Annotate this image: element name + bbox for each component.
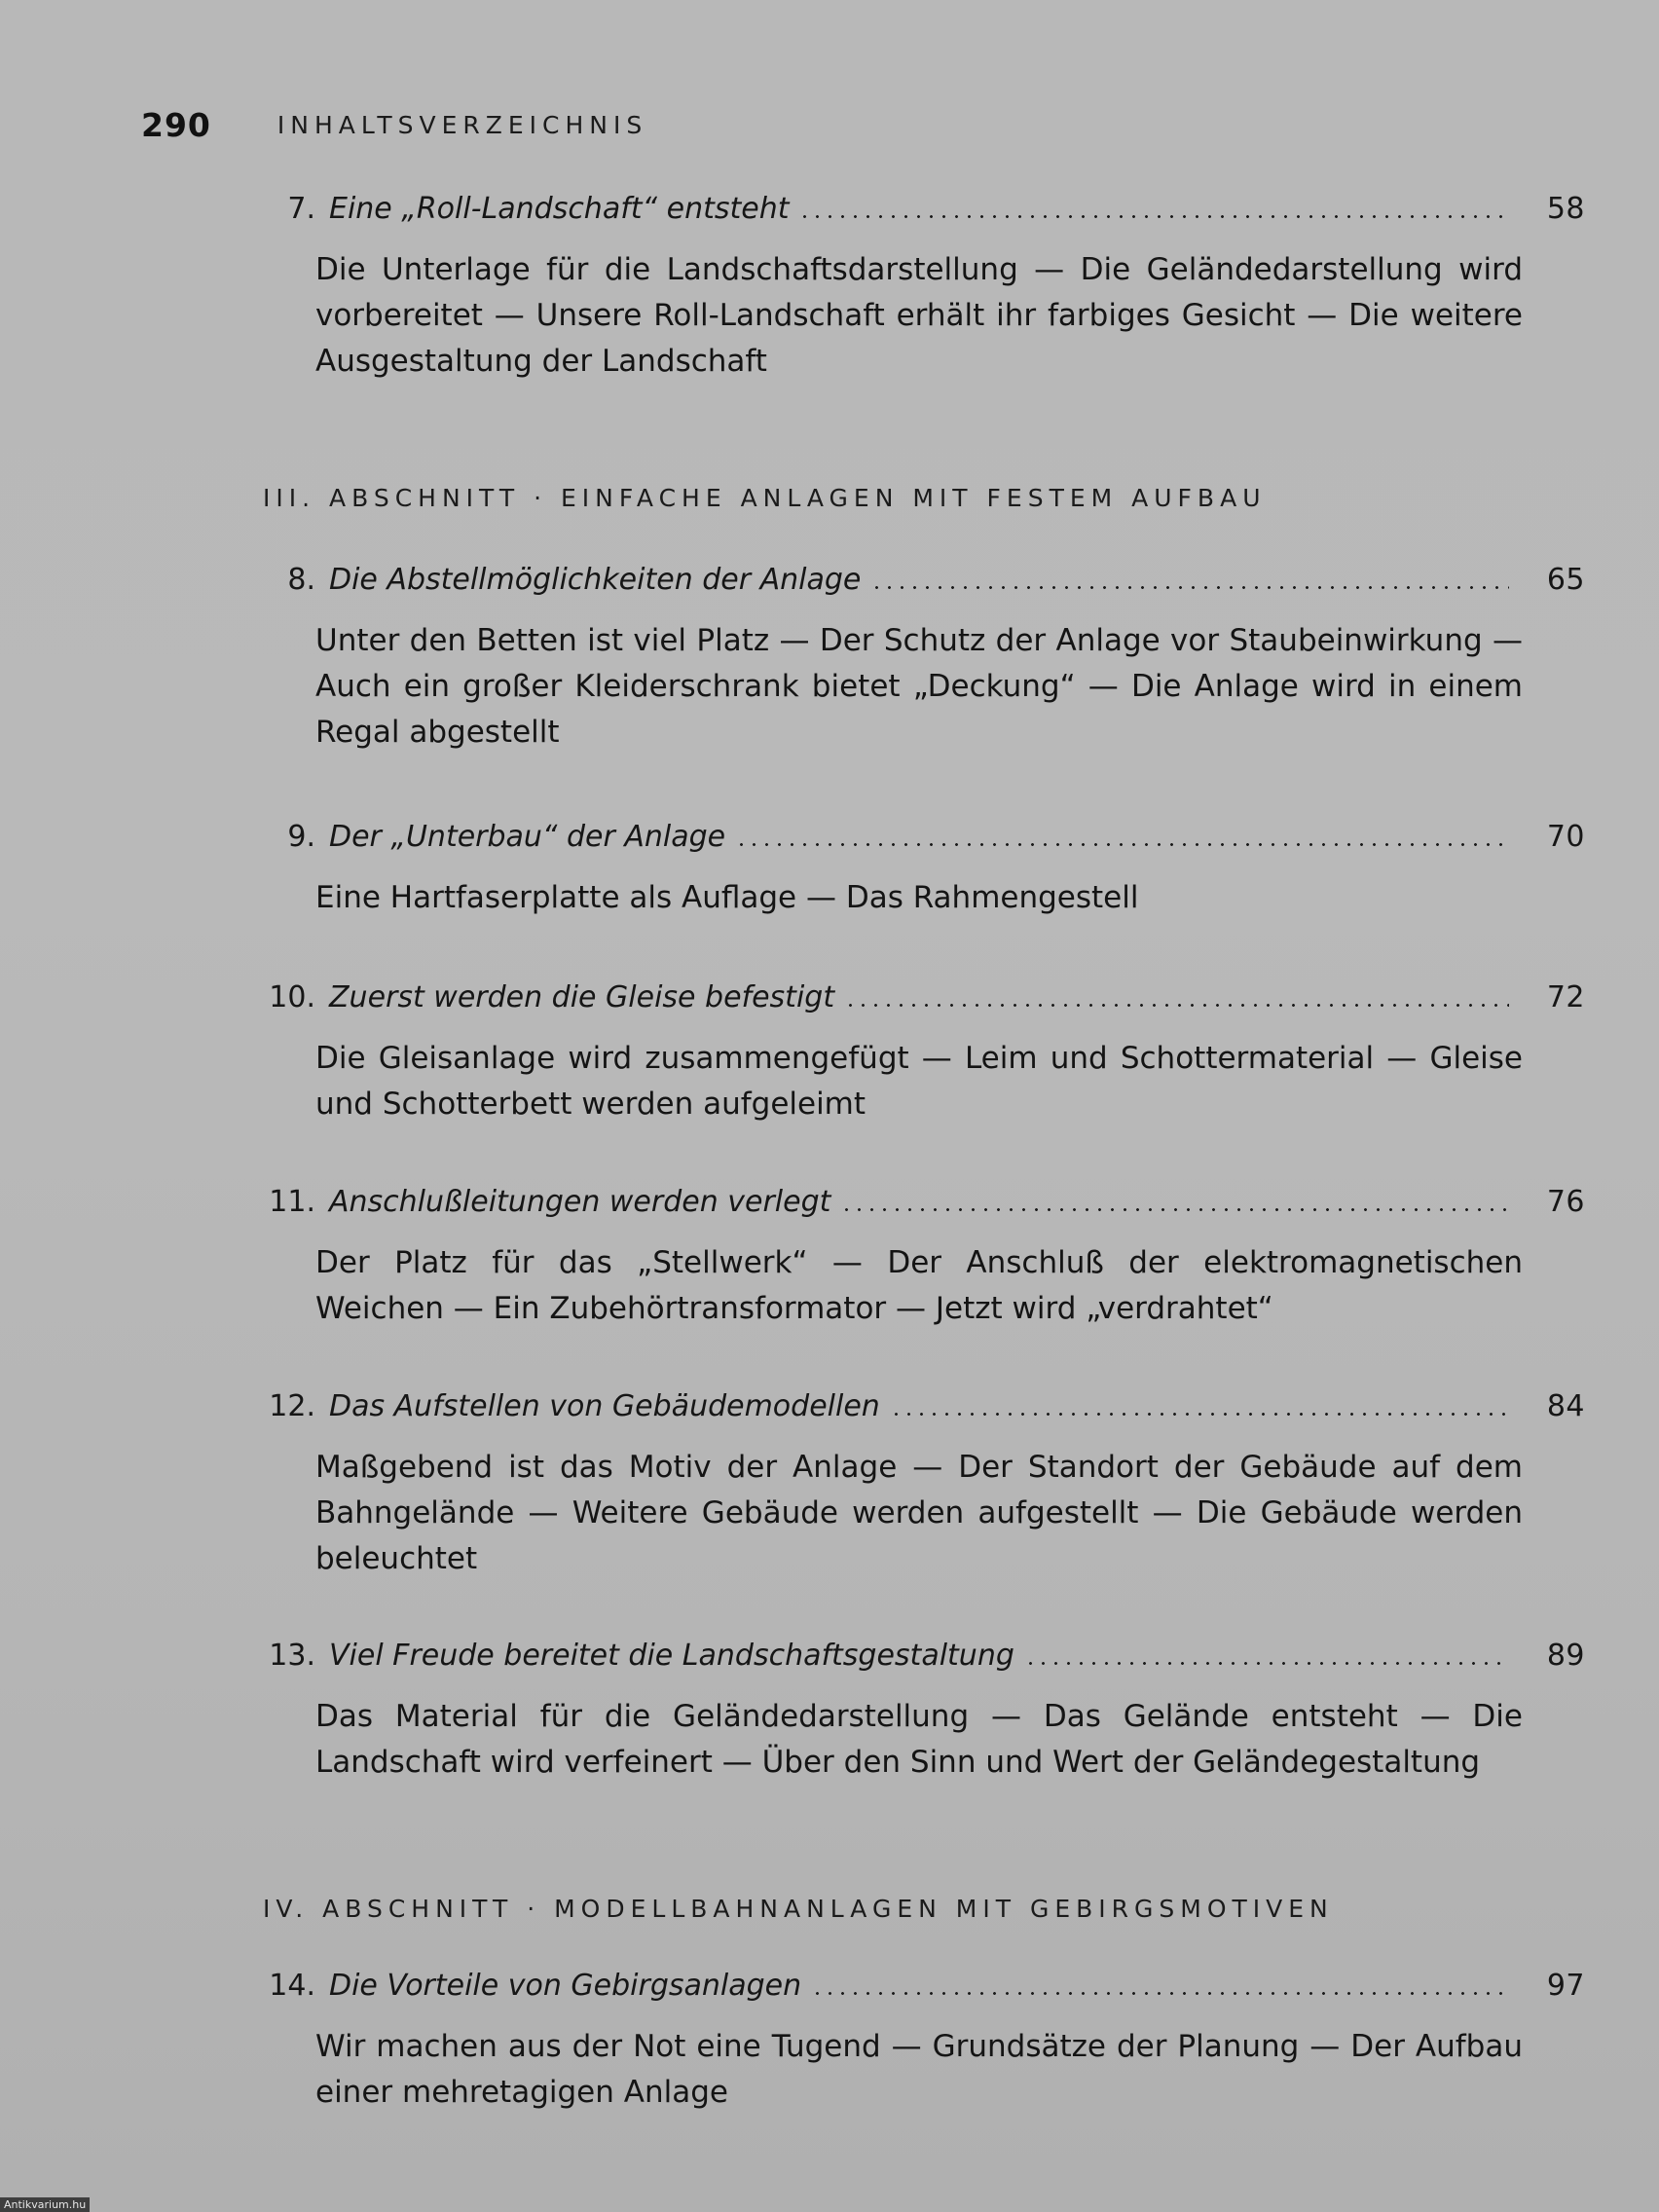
chapter-number: 10. <box>269 979 315 1014</box>
watermark-label: Antikvarium.hu <box>0 2197 90 2212</box>
toc-entry-line <box>255 1384 1585 1427</box>
toc-entry-line <box>255 815 1585 858</box>
toc-entry-14 <box>255 1964 1585 2116</box>
chapter-description: Eine Hartfaserplatte als Auflage — Das Rahmengestell <box>315 880 1139 915</box>
chapter-number: 9. <box>287 819 315 854</box>
toc-entry-line <box>255 1180 1585 1223</box>
page-reference: 97 <box>1546 1968 1585 2003</box>
chapter-description: Die Unterlage für die Landschaftsdarstellung — Die Geländedarstellung wird vorbereitet — Unsere Roll-Landschaft erhält ihr farbiges Gesicht — Die weitere Ausgestaltung der Landschaft <box>315 252 1523 379</box>
dot-leader <box>735 815 1509 858</box>
chapter-number: 11. <box>269 1184 315 1219</box>
page-reference: 89 <box>1546 1638 1585 1673</box>
chapter-title: Die Abstellmöglichkeiten der Anlage <box>329 562 862 597</box>
chapter-description: Maßgebend ist das Motiv der Anlage — Der Standort der Gebäude auf dem Bahngelände — Weitere Gebäude werden aufgestellt — Die Gebäude werden beleuchtet <box>315 1450 1523 1576</box>
chapter-description: Wir machen aus der Not eine Tugend — Grundsätze der Planung — Der Aufbau einer mehretagigen Anlage <box>315 2029 1523 2110</box>
dot-leader <box>811 1964 1509 2007</box>
toc-entry-13 <box>255 1634 1585 1786</box>
dot-leader <box>798 187 1509 230</box>
chapter-number: 12. <box>269 1388 315 1423</box>
dot-leader <box>890 1384 1509 1427</box>
page-reference: 72 <box>1546 979 1585 1014</box>
page-reference: 58 <box>1546 191 1585 226</box>
toc-entry-line <box>255 1964 1585 2007</box>
chapter-title: Der „Unterbau“ der Anlage <box>329 819 726 854</box>
toc-entry-line <box>255 1634 1585 1677</box>
chapter-description: Das Material für die Geländedarstellung — Das Gelände entsteht — Die Landschaft wird verfeinert — Über den Sinn und Wert der Geländegestaltung <box>315 1699 1523 1780</box>
chapter-title: Die Vorteile von Gebirgsanlagen <box>329 1968 802 2003</box>
dot-leader <box>870 558 1509 601</box>
chapter-number: 13. <box>269 1638 315 1673</box>
page-reference: 76 <box>1546 1184 1585 1219</box>
chapter-title: Eine „Roll-Landschaft“ entsteht <box>329 191 790 226</box>
toc-entry-line <box>255 187 1585 230</box>
toc-entry-9 <box>255 815 1585 921</box>
page-reference: 84 <box>1546 1388 1585 1423</box>
page-header <box>141 105 647 144</box>
section-heading-iii: III. ABSCHNITT · EINFACHE ANLAGEN MIT FESTEM AUFBAU <box>263 484 1267 512</box>
dot-leader <box>844 976 1509 1018</box>
toc-entry-11 <box>255 1180 1585 1332</box>
chapter-title: Zuerst werden die Gleise befestigt <box>329 979 835 1014</box>
chapter-description: Der Platz für das „Stellwerk“ — Der Anschluß der elektromagnetischen Weichen — Ein Zubehörtransformator — Jetzt wird „verdrahtet“ <box>315 1245 1523 1326</box>
page-reference: 65 <box>1546 562 1585 597</box>
page-reference: 70 <box>1546 819 1585 854</box>
dot-leader <box>1024 1634 1509 1677</box>
chapter-number: 7. <box>287 191 315 226</box>
toc-entry-7 <box>255 187 1585 385</box>
chapter-title: Das Aufstellen von Gebäudemodellen <box>329 1388 880 1423</box>
toc-entry-10 <box>255 976 1585 1127</box>
toc-entry-line <box>255 976 1585 1018</box>
section-heading-iv: IV. ABSCHNITT · MODELLBAHNANLAGEN MIT GEBIRGSMOTIVEN <box>263 1895 1334 1923</box>
dot-leader <box>840 1180 1509 1223</box>
chapter-number: 14. <box>269 1968 315 2003</box>
chapter-number: 8. <box>287 562 315 597</box>
page-number: 290 <box>141 105 211 144</box>
running-title: INHALTSVERZEICHNIS <box>276 110 648 139</box>
chapter-description: Unter den Betten ist viel Platz — Der Schutz der Anlage vor Staubeinwirkung — Auch ein großer Kleiderschrank bietet „Deckung“ — Die Anlage wird in einem Regal abgestellt <box>315 623 1523 750</box>
toc-entry-line <box>255 558 1585 601</box>
toc-entry-8 <box>255 558 1585 756</box>
chapter-title: Viel Freude bereitet die Landschaftsgestaltung <box>329 1638 1014 1673</box>
chapter-description: Die Gleisanlage wird zusammengefügt — Leim und Schottermaterial — Gleise und Schotterbett werden aufgeleimt <box>315 1041 1523 1122</box>
toc-entry-12 <box>255 1384 1585 1582</box>
chapter-title: Anschlußleitungen werden verlegt <box>329 1184 831 1219</box>
